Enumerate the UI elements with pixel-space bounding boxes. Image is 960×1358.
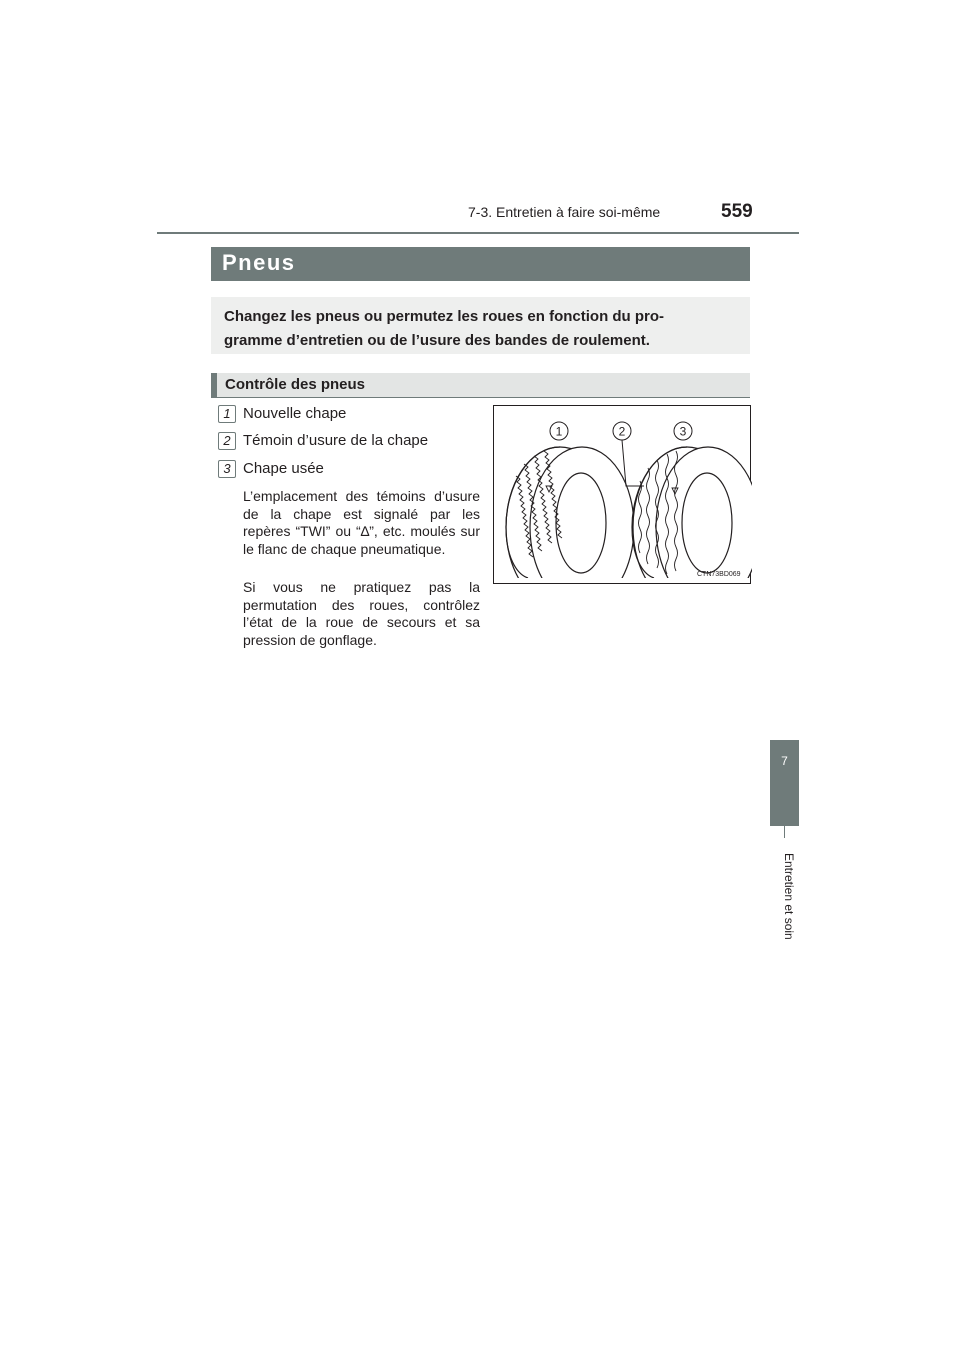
intro-line: gramme d’entretien ou de l’usure des bandes de roulement. — [224, 332, 650, 349]
item-number: 2 — [218, 432, 236, 450]
header-section: 7-3. Entretien à faire soi-même — [468, 204, 661, 220]
subsection-bar — [211, 373, 750, 397]
callout-2-leader — [622, 440, 644, 486]
intro-line: Changez les pneus ou permutez les roues en fonction du pro- — [224, 308, 665, 325]
intro-text — [224, 305, 739, 353]
callout-3-label: 3 — [679, 424, 687, 439]
chapter-tab — [770, 740, 799, 826]
body-paragraph: L’emplacement des témoins d’usure de la chape est signalé par les repères “TWI” ou “∆”, etc. moulés sur le flanc de chaque pneumatique. — [243, 488, 480, 557]
callout-1-label: 1 — [555, 424, 563, 439]
chapter-number: 7 — [781, 754, 788, 768]
intro-box — [211, 297, 750, 354]
item-label: Chape usée — [243, 460, 324, 477]
item-number: 3 — [218, 460, 236, 478]
item-number: 1 — [218, 405, 236, 423]
chapter-title: Entretien et soin — [782, 852, 796, 940]
callout-2-label: 2 — [618, 424, 626, 439]
body-paragraph: Si vous ne pratiquez pas la permutation des roues, contrôlez l’état de la roue de secours et sa pression de gonflage. — [243, 579, 480, 648]
figure-code: CTN73BD069 — [697, 571, 741, 578]
section-title: Pneus — [222, 250, 296, 275]
tire-illustration — [493, 405, 751, 584]
item-label: Nouvelle chape — [243, 405, 347, 422]
subsection-title: Contrôle des pneus — [225, 376, 366, 393]
page-number: 559 — [721, 201, 753, 222]
subsection-rule — [211, 397, 750, 398]
tire-drawing — [494, 406, 752, 585]
header-rule — [157, 232, 799, 234]
section-title-bar — [211, 247, 750, 281]
item-label: Témoin d’usure de la chape — [243, 432, 429, 449]
